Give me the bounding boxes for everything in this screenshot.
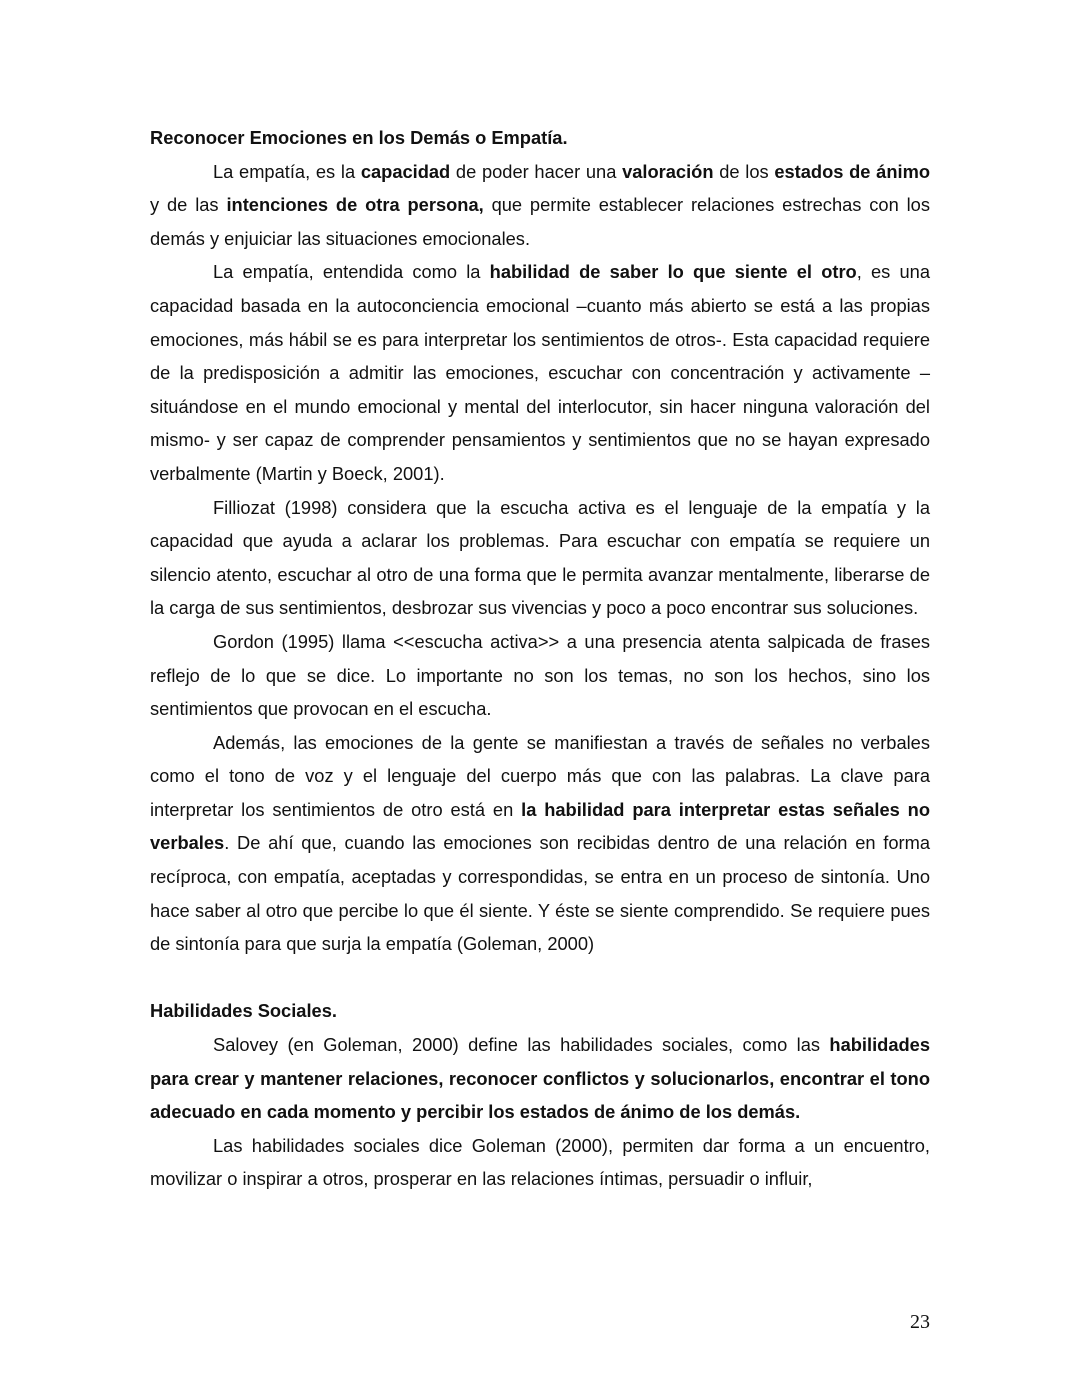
text: y de las [150, 194, 227, 216]
text: de los [713, 160, 775, 182]
paragraph-salovey [150, 1028, 930, 1129]
emphasis: habilidad de saber lo que siente el otro [489, 261, 857, 283]
document-page [150, 121, 930, 1196]
paragraph-goleman-social-skills: Las habilidades sociales dice Goleman (2000), permiten dar forma a un encuentro, movilizar o inspirar a otros, prosperar en las relaciones íntimas, persuadir o influir, [150, 1134, 930, 1190]
text: La empatía, es la [213, 160, 361, 182]
emphasis: estados de ánimo [774, 160, 930, 182]
text: La empatía, entendida como la [213, 261, 490, 283]
emphasis: valoración [622, 160, 714, 182]
text: de poder hacer una [450, 160, 623, 182]
paragraph-gordon: Gordon (1995) llama <<escucha activa>> a una presencia atenta salpicada de frases reflejo de lo que se dice. Lo importante no son los temas, no son los hechos, sino los sentimientos que provocan en el escucha. [150, 630, 930, 720]
paragraph-nonverbal-signals [150, 726, 930, 961]
text: Además, las emociones de la gente se manifiestan a través de señales no verbales como el tono de voz y el lenguaje del cuerpo más que con las palabras. La clave para interpretar los sentimientos de otro está en [150, 731, 930, 820]
page-number: 23 [910, 1311, 930, 1333]
emphasis: capacidad [360, 160, 451, 182]
emphasis: intenciones de otra persona, [226, 194, 484, 216]
text: que permite establecer relaciones estrechas con los demás y enjuiciar las situaciones emocionales. [150, 194, 930, 249]
paragraph-empathy-definition [150, 155, 930, 256]
paragraph-filliozat: Filliozat (1998) considera que la escucha activa es el lenguaje de la empatía y la capacidad que ayuda a aclarar los problemas. Para escuchar con empatía se requiere un silencio atento, escuchar al otro de una forma que le permita avanzar mentalmente, liberarse de la carga de sus sentimientos, desbrozar sus vivencias y poco a poco encontrar sus soluciones. [150, 496, 930, 619]
emphasis: habilidades para crear y mantener relaciones, reconocer conflictos y solucionarlos, encontrar el tono adecuado en cada momento y percibir los estados de ánimo de los demás. [150, 1034, 930, 1123]
text: , es una capacidad basada en la autoconciencia emocional –cuanto más abierto se está a las propias emociones, más hábil se es para interpretar los sentimientos de otros-. Esta capacidad requiere de la predisposición a admitir las emociones, escuchar con concentración y activamente –situándose en el mundo emocional y mental del interlocutor, sin hacer ninguna valoración del mismo- y ser capaz de comprender pensamientos y sentimientos que no se hayan expresado verbalmente (Martin y Boeck, 2001). [150, 261, 931, 484]
text: . De ahí que, cuando las emociones son recibidas dentro de una relación en forma recíproca, con empatía, aceptadas y correspondidas, se entra en un proceso de sintonía. Uno hace saber al otro que percibe lo que él siente. Y éste se siente comprendido. Se requiere pues de sintonía para que surja la empatía (Goleman, 2000) [150, 832, 930, 955]
paragraph-empathy-ability [150, 255, 930, 490]
section-heading-social-skills: Habilidades Sociales. [150, 1000, 337, 1022]
text: Salovey (en Goleman, 2000) define las habilidades sociales, como las [213, 1034, 830, 1056]
section-heading-empathy: Reconocer Emociones en los Demás o Empatía. [150, 127, 568, 148]
section-spacer [150, 961, 930, 995]
emphasis: la habilidad para interpretar estas señales no verbales [150, 798, 931, 854]
